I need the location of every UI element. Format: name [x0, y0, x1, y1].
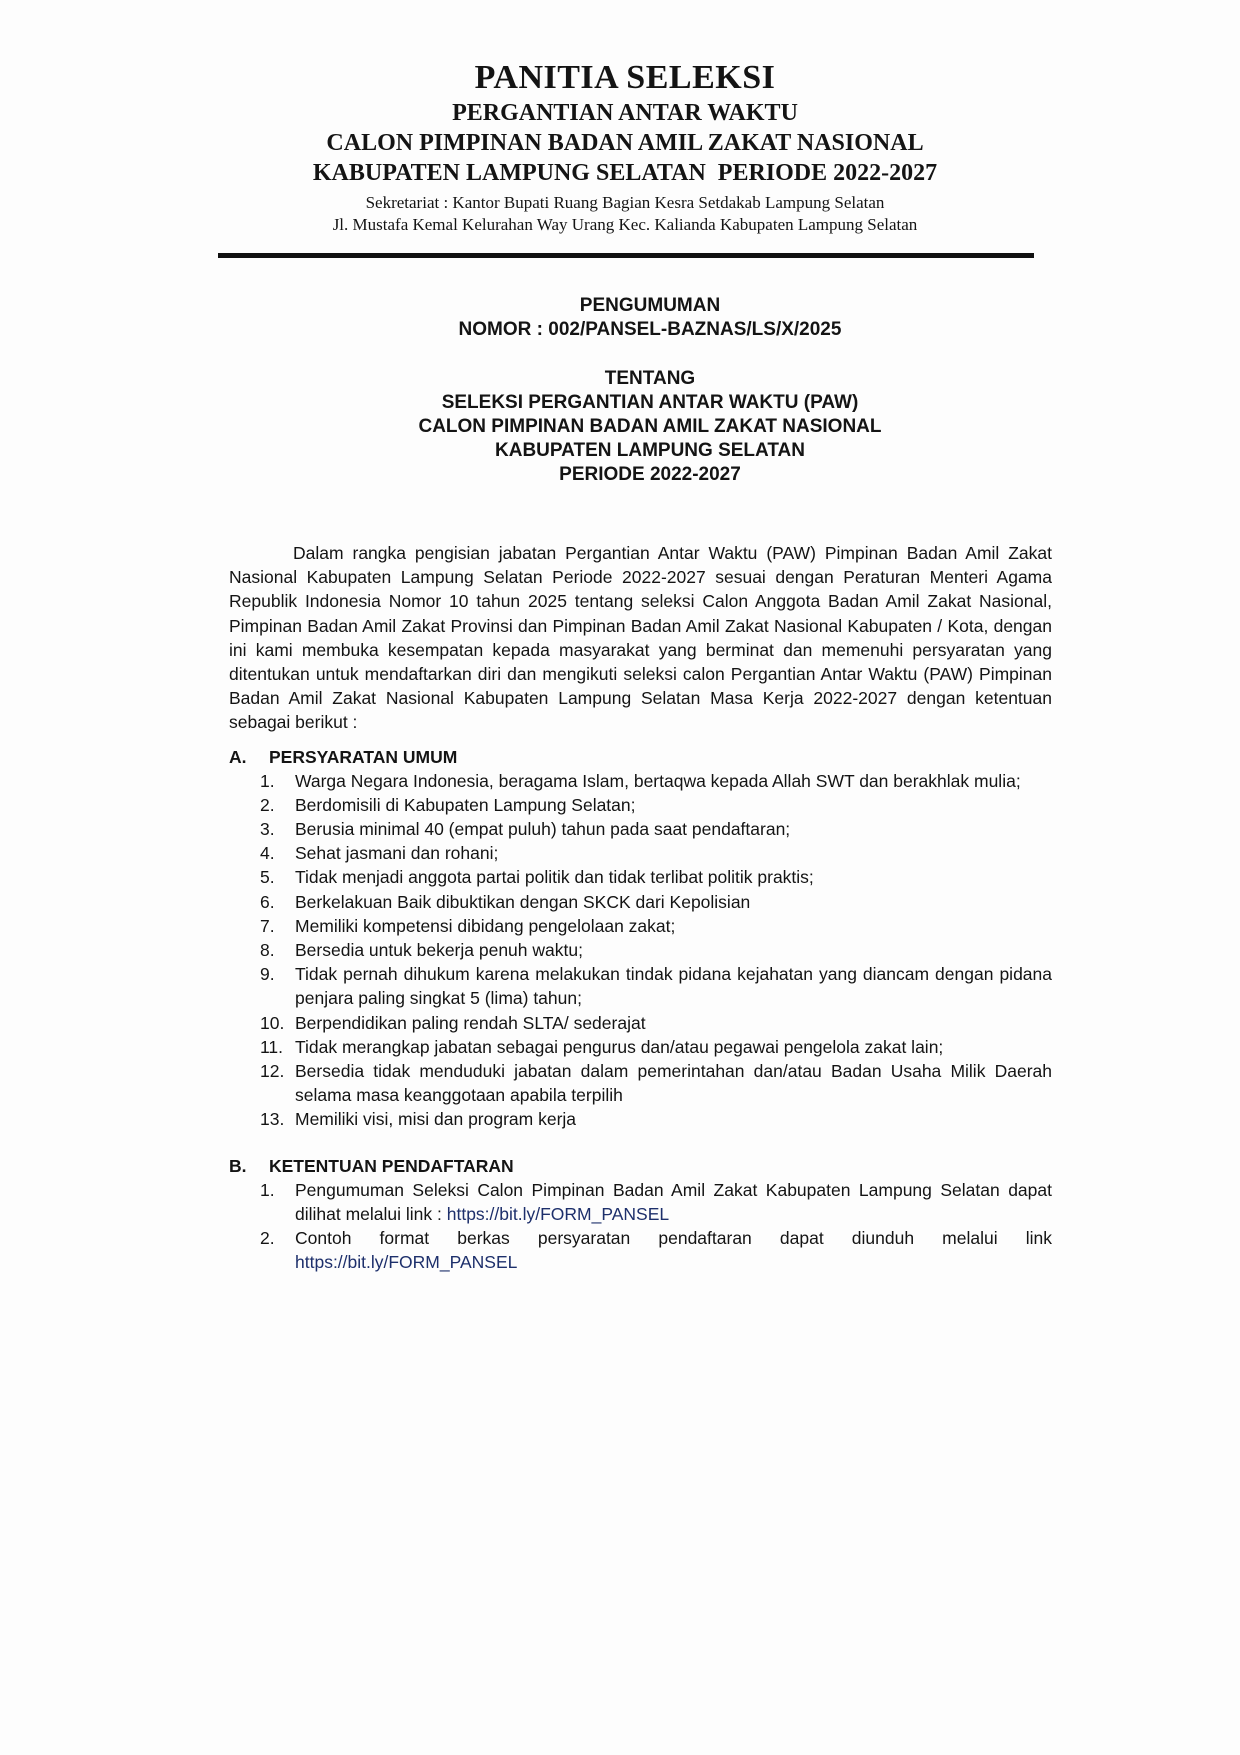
list-item-body: Berpendidikan paling rendah SLTA/ sederajat — [295, 1012, 646, 1033]
list-item — [260, 938, 1052, 962]
list-item-number: 5. — [260, 867, 275, 888]
section-letter: B. — [229, 1155, 247, 1176]
list-item-body: Contoh format berkas persyaratan pendaftaran dapat diunduh melalui link — [295, 1228, 1052, 1249]
list-item-body: Warga Negara Indonesia, beragama Islam, bertaqwa kepada Allah SWT dan berakhlak mulia; — [295, 770, 1021, 791]
list-item-number: 12. — [260, 1061, 285, 1082]
list-item — [260, 1226, 1052, 1274]
list-item-number: 2. — [260, 1228, 275, 1249]
intro-paragraph: Dalam rangka pengisian jabatan Pergantian Antar Waktu (PAW) Pimpinan Badan Amil Zakat Nasional Kabupaten Lampung Selatan Periode 2022-2027 sesuai dengan Peraturan Menteri Agama Republik Indonesia Nomor 10 tahun 2025 tentang seleksi Calon Anggota Badan Amil Zakat Nasional, Pimpinan Badan Amil Zakat Provinsi dan Pimpinan Badan Amil Zakat Nasional Kabupaten / Kota, dengan ini kami membuka kesempatan kepada masyarakat yang berminat dan memenuhi persyaratan yang ditentukan untuk mendaftarkan diri dan mengikuti seleksi calon Pergantian Antar Waktu (PAW) Pimpinan Badan Amil Zakat Nasional Kabupaten Lampung Selatan Masa Kerja 2022-2027 dengan ketentuan sebagai berikut : — [229, 543, 1052, 733]
list-item-text — [295, 793, 1052, 817]
list-item-text — [295, 841, 1052, 865]
letterhead-divider — [218, 253, 1034, 258]
registration-list — [229, 1178, 1052, 1275]
list-item-number: 4. — [260, 843, 275, 864]
announcement-type: PENGUMUMAN — [579, 295, 721, 316]
list-item-body: Memiliki kompetensi dibidang pengelolaan zakat; — [295, 915, 676, 936]
list-item-text — [295, 1226, 1052, 1274]
section-title: KETENTUAN PENDAFTARAN — [269, 1155, 514, 1176]
list-item-text — [295, 1011, 1052, 1035]
list-item-text — [295, 938, 1052, 962]
list-item-text — [295, 962, 1052, 1010]
list-item-text — [295, 865, 1052, 889]
list-item-body: Bersedia tidak menduduki jabatan dalam pemerintahan dan/atau Badan Usaha Milik Daerah selama masa keanggotaan apabila terpilih — [295, 1061, 1052, 1106]
section-title: PERSYARATAN UMUM — [269, 746, 458, 767]
list-item-body: Pengumuman Seleksi Calon Pimpinan Badan Amil Zakat Kabupaten Lampung Selatan dapat dilihat melalui link : — [295, 1179, 1052, 1224]
list-item — [260, 769, 1052, 793]
list-item — [260, 865, 1052, 889]
list-item-number: 13. — [260, 1109, 285, 1130]
requirements-list — [229, 769, 1052, 1132]
list-item-body: Bersedia untuk bekerja penuh waktu; — [295, 940, 583, 961]
list-item — [260, 890, 1052, 914]
letterhead-title: PANITIA SELEKSI — [474, 59, 776, 96]
list-item-body: Berdomisili di Kabupaten Lampung Selatan; — [295, 794, 636, 815]
announcement-subject: CALON PIMPINAN BADAN AMIL ZAKAT NASIONAL — [418, 416, 882, 437]
list-item-number: 1. — [260, 1179, 275, 1200]
list-item-body: Tidak merangkap jabatan sebagai pengurus dan/atau pegawai pengelola zakat lain; — [295, 1036, 944, 1057]
list-item — [260, 1011, 1052, 1035]
announcement-about: TENTANG — [604, 368, 696, 389]
list-item — [260, 841, 1052, 865]
list-item-number: 9. — [260, 964, 275, 985]
announcement-subject: KABUPATEN LAMPUNG SELATAN — [495, 440, 805, 461]
list-item-text — [295, 1107, 1052, 1131]
list-item-number: 10. — [260, 1012, 285, 1033]
announcement-subject: PERIODE 2022-2027 — [559, 464, 741, 485]
list-item-text — [295, 1178, 1052, 1226]
list-item-number: 3. — [260, 819, 275, 840]
list-item-body: Tidak menjadi anggota partai politik dan tidak terlibat politik praktis; — [295, 867, 814, 888]
form-link[interactable]: https://bit.ly/FORM_PANSEL — [446, 1203, 670, 1224]
announcement-heading — [250, 294, 1050, 487]
section-letter: A. — [229, 746, 247, 767]
list-item-body: Memiliki visi, misi dan program kerja — [295, 1109, 577, 1130]
section-heading — [229, 1154, 1052, 1178]
list-item-body: Tidak pernah dihukum karena melakukan tindak pidana kejahatan yang diancam dengan pidana penjara paling singkat 5 (lima) tahun; — [295, 964, 1052, 1009]
list-item — [260, 1035, 1052, 1059]
section-general-requirements — [229, 745, 1052, 1132]
letterhead-subtitle: CALON PIMPINAN BADAN AMIL ZAKAT NASIONAL — [326, 130, 924, 156]
list-item-body: Sehat jasmani dan rohani; — [295, 843, 499, 864]
list-item-text — [295, 817, 1052, 841]
list-item — [260, 962, 1052, 1010]
list-item-number: 1. — [260, 770, 275, 791]
list-item-body: Berusia minimal 40 (empat puluh) tahun pada saat pendaftaran; — [295, 819, 791, 840]
list-item — [260, 1059, 1052, 1107]
section-heading — [229, 745, 1052, 769]
list-item-text — [295, 1035, 1052, 1059]
list-item-number: 7. — [260, 915, 275, 936]
letterhead-subtitle: KABUPATEN LAMPUNG SELATAN PERIODE 2022-2027 — [312, 160, 938, 186]
list-item — [260, 1178, 1052, 1226]
announcement-body — [229, 541, 1052, 1274]
list-item-text — [295, 890, 1052, 914]
form-link[interactable]: https://bit.ly/FORM_PANSEL — [295, 1252, 518, 1273]
list-item-body: Berkelakuan Baik dibuktikan dengan SKCK dari Kepolisian — [295, 891, 751, 912]
announcement-subject: SELEKSI PERGANTIAN ANTAR WAKTU (PAW) — [441, 392, 859, 413]
letterhead-address: Sekretariat : Kantor Bupati Ruang Bagian Kesra Setdakab Lampung Selatan — [365, 193, 885, 212]
letterhead — [200, 58, 1050, 236]
announcement-number: NOMOR : 002/PANSEL-BAZNAS/LS/X/2025 — [458, 319, 842, 340]
section-registration-terms — [229, 1154, 1052, 1275]
list-item — [260, 914, 1052, 938]
list-item-number: 2. — [260, 794, 275, 815]
list-item-number: 6. — [260, 891, 275, 912]
list-item — [260, 817, 1052, 841]
list-item-text — [295, 1059, 1052, 1107]
list-item — [260, 793, 1052, 817]
letterhead-subtitle: PERGANTIAN ANTAR WAKTU — [452, 100, 798, 126]
list-item-text — [295, 914, 1052, 938]
list-item-number: 8. — [260, 940, 275, 961]
letterhead-address: Jl. Mustafa Kemal Kelurahan Way Urang Kec. Kalianda Kabupaten Lampung Selatan — [332, 215, 918, 234]
list-item — [260, 1107, 1052, 1131]
list-item-text — [295, 769, 1052, 793]
list-item-number: 11. — [260, 1036, 284, 1057]
